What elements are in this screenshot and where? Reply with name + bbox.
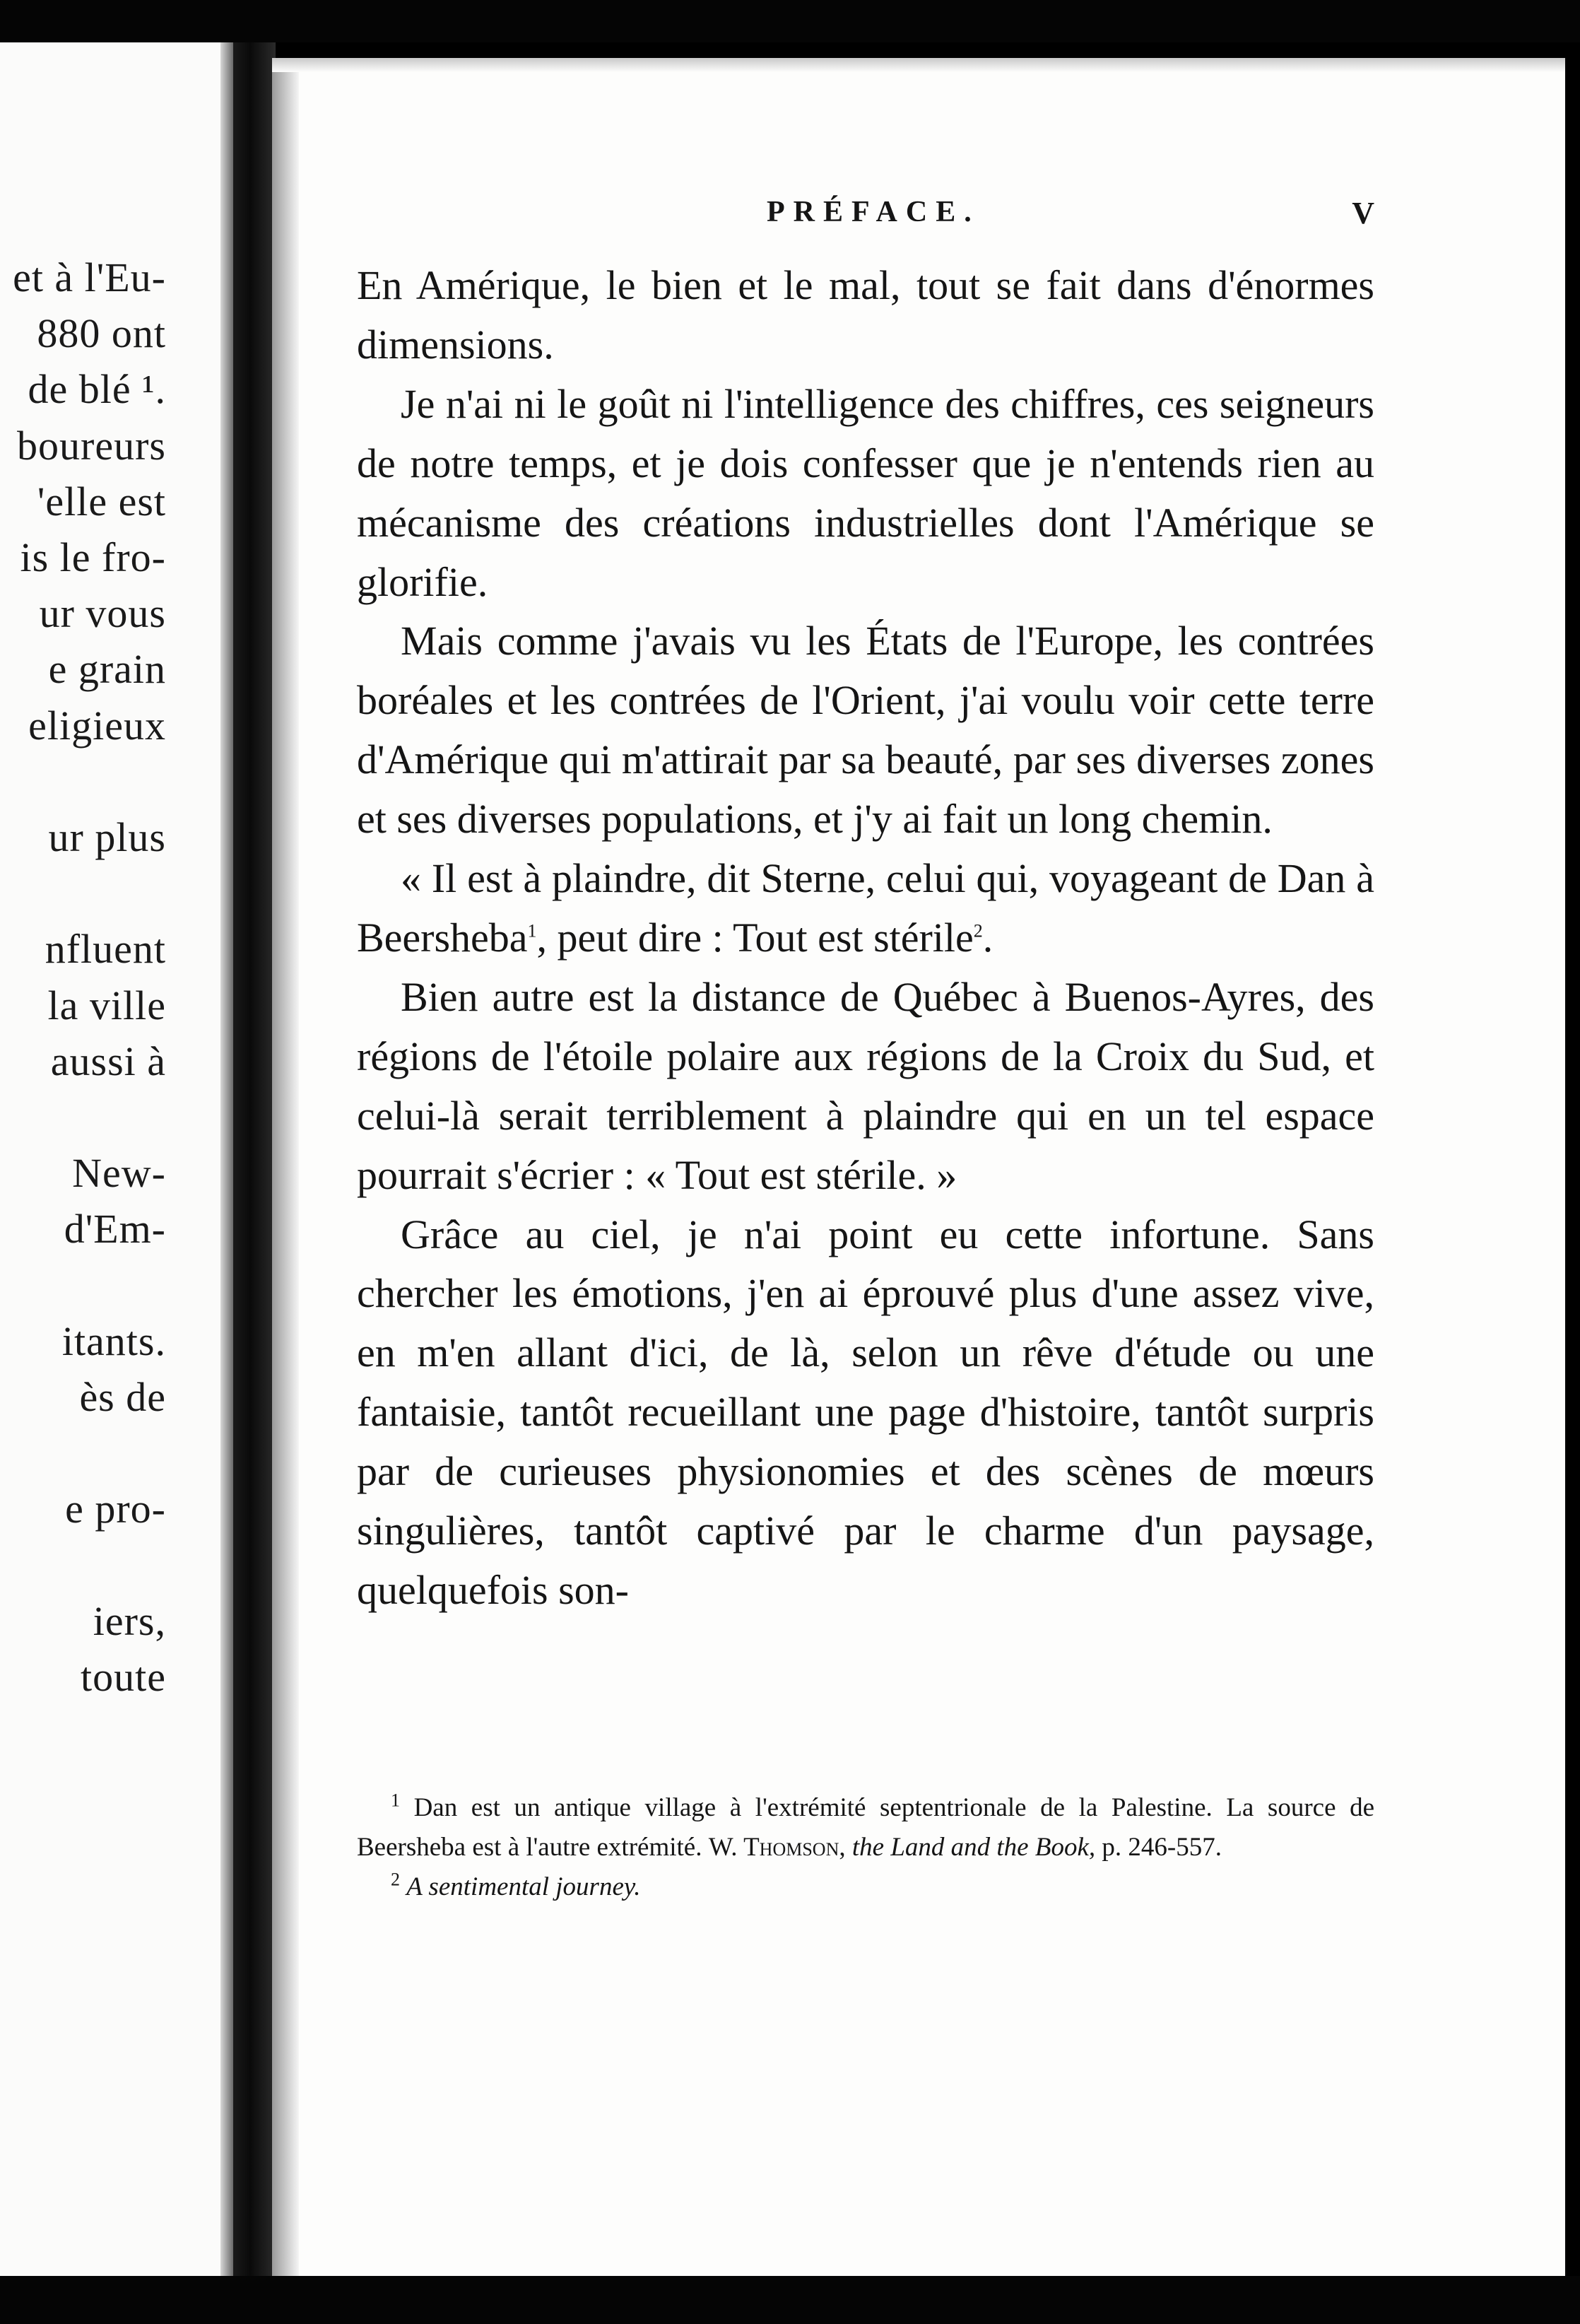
left-page-line: ur vous: [39, 590, 166, 637]
page-curl-shadow: [272, 58, 299, 2276]
paragraph: Je n'ai ni le goût ni l'intelligence des chiffres, ces seigneurs de notre temps, et je dois confesser que je n'entends rien au mécanisme des créations industrielles dont l'Amérique se glorifie.: [357, 380, 1374, 605]
body-text: [357, 256, 1374, 1620]
left-page-line: la ville: [47, 982, 166, 1028]
paragraph: Mais comme j'avais vu les États de l'Europe, les contrées boréales et les contrées de l'Orient, j'ai voulu voir cette terre d'Amérique qui m'attirait par sa beauté, par ses diverses zones et ses diverses populations, et j'y ai fait un long chemin.: [357, 618, 1374, 843]
footnote-ref-2: 2: [973, 920, 983, 941]
left-page-line: boureurs: [17, 422, 166, 469]
quote-text: « Il est à plaindre, dit Sterne, celui qui, voyageant de Dan à Beersheba: [357, 855, 1374, 961]
left-page-line: New-: [72, 1150, 166, 1197]
quote-text: .: [982, 914, 994, 961]
left-page-line: aussi à: [50, 1038, 166, 1084]
running-head: [357, 195, 1374, 230]
footnote-work: A sentimental journey.: [406, 1872, 641, 1901]
footnote-mark: 1: [391, 1790, 400, 1811]
footnote-mark: 2: [391, 1869, 400, 1890]
paragraph-sterne-quote: [357, 849, 1374, 968]
paragraph: En Amérique, le bien et le mal, tout se fait dans d'énormes dimensions.: [357, 262, 1374, 368]
left-page-line: nfluent: [45, 926, 166, 973]
left-page-line: et à l'Eu-: [13, 254, 166, 300]
footnote-ref-1: 1: [527, 920, 537, 941]
footnotes: [357, 1788, 1374, 1907]
left-page-line: itants.: [61, 1317, 166, 1364]
left-page-fragment: [0, 42, 233, 2276]
left-page-line: de blé ¹.: [28, 366, 166, 413]
left-page-line: 'elle est: [37, 478, 166, 524]
left-page-line: is le fro-: [20, 534, 166, 580]
page-number: V: [1352, 196, 1374, 230]
left-page-line: ur plus: [48, 814, 166, 860]
left-page-line: 880 ont: [37, 310, 166, 357]
left-page-line: e grain: [48, 646, 166, 693]
footnote-author: W. Thomson,: [708, 1833, 846, 1862]
paragraph: Grâce au ciel, je n'ai point eu cette infortune. Sans chercher les émotions, j'en ai éprouvé plus d'une assez vive, en m'en allant d'ici, de là, selon un rêve d'étude ou une fantaisie, tantôt recueillant une page d'histoire, tantôt surpris par de curieuses physionomies et des scènes de mœurs singulières, tantôt captivé par le charme d'un paysage, quelquefois son-: [357, 1211, 1374, 1613]
paragraph: Bien autre est la distance de Québec à Buenos-Ayres, des régions de l'étoile polaire aux régions de la Croix du Sud, et celui-là serait terriblement à plaindre qui en un tel espace pourrait s'écrier : « Tout est stérile. »: [357, 973, 1374, 1198]
quote-text: , peut dire : Tout est stérile: [536, 914, 974, 961]
scan-border-bottom: [0, 2276, 1580, 2324]
left-page-line: eligieux: [28, 702, 166, 749]
left-page-line: toute: [81, 1654, 166, 1700]
footnote-pages: p. 246-557.: [1102, 1833, 1222, 1862]
left-page-line: e pro-: [65, 1486, 166, 1532]
scan-border-top: [0, 0, 1580, 42]
left-page-line: iers,: [93, 1597, 166, 1644]
footnote-work: the Land and the Book,: [851, 1833, 1096, 1862]
left-page-line: ès de: [79, 1374, 166, 1420]
footnote-2: [357, 1867, 1374, 1907]
left-page-line: d'Em-: [64, 1206, 166, 1252]
footnote-1: [357, 1788, 1374, 1867]
book-gutter: [233, 42, 276, 2276]
running-title: PRÉFACE.: [767, 196, 980, 228]
page-top-shadow: [272, 58, 1565, 72]
left-page-edge: [220, 42, 233, 2276]
footnote-text: Dan est un antique village à l'extrémité septentrionale de la Palestine. La source de Beersheba est à l'autre extrémité.: [357, 1793, 1374, 1862]
